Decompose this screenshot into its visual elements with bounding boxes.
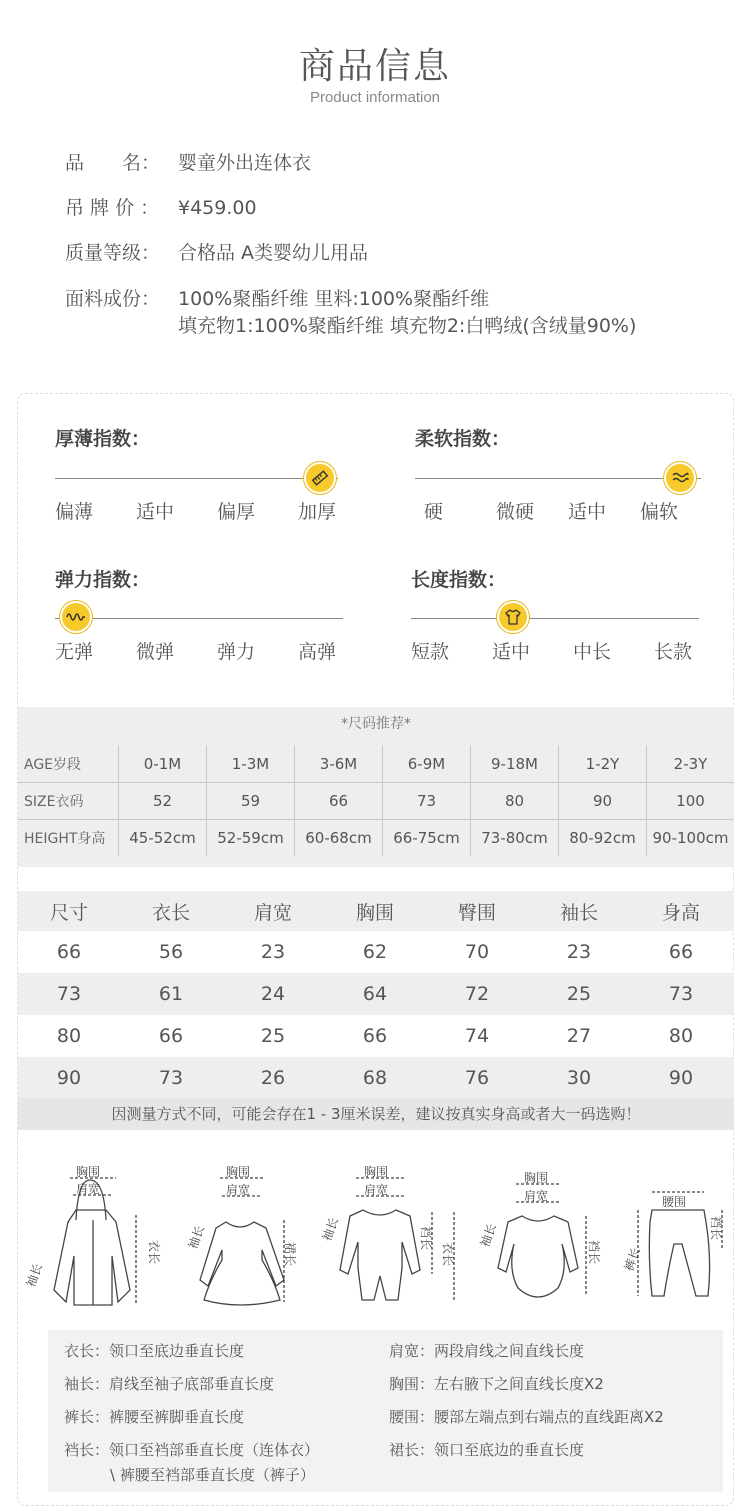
shoulder-label: 肩宽 — [226, 1183, 251, 1197]
table-cell: 90 — [56, 1067, 82, 1089]
measurement-legend — [48, 1330, 723, 1492]
index-label: 适中 — [136, 501, 175, 523]
index-label: 偏软 — [640, 501, 679, 523]
info-value: 合格品 A类婴幼儿用品 — [178, 242, 369, 264]
table-cell: 64 — [362, 983, 388, 1005]
crotch-label: 裆长 — [709, 1216, 723, 1241]
chest-label: 胸围 — [524, 1171, 549, 1185]
legend-item: 肩宽：两段肩线之间直线长度 — [389, 1342, 585, 1360]
info-row-name — [65, 150, 312, 176]
length-index-labels — [411, 637, 735, 664]
table-cell: 80 — [56, 1025, 82, 1047]
index-label: 短款 — [411, 641, 450, 663]
thickness-index-labels — [55, 497, 379, 524]
table-row — [18, 931, 734, 973]
size-cell: 90 — [558, 783, 646, 819]
shoulder-label: 肩宽 — [76, 1182, 101, 1196]
size-cell: 66-75cm — [382, 820, 470, 856]
dimension-header: 肩宽 — [253, 901, 292, 924]
chest-label: 胸围 — [76, 1165, 101, 1179]
sleeve-label: 袖长 — [477, 1221, 500, 1250]
table-cell: 30 — [566, 1067, 592, 1089]
size-cell: 52-59cm — [206, 820, 294, 856]
table-row — [18, 973, 734, 1015]
skirt-label: 裙长 — [283, 1242, 297, 1267]
table-cell: 73 — [56, 983, 82, 1005]
size-cell: 9-18M — [470, 745, 558, 782]
table-cell: 76 — [464, 1067, 490, 1089]
chest-label: 胸围 — [364, 1165, 389, 1179]
legend-item: \ 裤腰至裆部垂直长度（裤子） — [110, 1466, 315, 1484]
dimension-header: 身高 — [661, 901, 700, 924]
softness-index-track — [415, 478, 701, 479]
dimension-header: 臀围 — [457, 901, 496, 924]
table-cell: 27 — [566, 1025, 592, 1047]
spring-icon — [60, 601, 92, 633]
size-cell: 80 — [470, 783, 558, 819]
page-title: 商品信息 — [298, 46, 451, 87]
info-row-grade — [65, 240, 369, 266]
shoulder-label: 肩宽 — [364, 1183, 389, 1197]
size-cell: 90-100cm — [646, 820, 734, 856]
table-cell: 73 — [158, 1067, 184, 1089]
size-cell: 60-68cm — [294, 820, 382, 856]
info-row-price — [65, 195, 257, 221]
info-label: 质量等级： — [65, 242, 161, 264]
size-row-height — [18, 819, 734, 856]
index-label: 适中 — [568, 501, 607, 523]
size-row-size — [18, 782, 734, 819]
shoulder-label: 肩宽 — [524, 1189, 549, 1203]
index-label: 偏薄 — [55, 501, 94, 523]
info-value: 填充物1:100%聚酯纤维 填充物2:白鸭绒(含绒量90%) — [178, 315, 637, 337]
size-cell: 3-6M — [294, 745, 382, 782]
table-row — [18, 1015, 734, 1057]
table-cell: 80 — [668, 1025, 694, 1047]
chest-label: 胸围 — [226, 1165, 251, 1179]
shirt-icon — [497, 601, 529, 633]
index-label: 加厚 — [298, 501, 337, 523]
legend-item: 腰围：腰部左端点到右端点的直线距离X2 — [389, 1408, 664, 1426]
size-row-age — [18, 745, 734, 782]
table-cell: 62 — [362, 941, 388, 963]
legend-item: 衣长：领口至底边垂直长度 — [64, 1342, 245, 1360]
elasticity-index-labels — [55, 637, 379, 664]
size-row-header: SIZE衣码 — [24, 794, 84, 810]
crotch-label: 裆长 — [419, 1226, 433, 1251]
table-cell: 23 — [566, 941, 592, 963]
table-cell: 66 — [668, 941, 694, 963]
length-label: 衣长 — [441, 1242, 455, 1267]
ruler-icon — [304, 462, 336, 494]
table-cell: 73 — [668, 983, 694, 1005]
trouser-label: 裤长 — [621, 1245, 644, 1274]
sleeve-label: 袖长 — [23, 1261, 46, 1290]
size-caption: *尺码推荐* — [341, 716, 411, 732]
size-cell: 52 — [118, 783, 206, 819]
table-cell: 66 — [158, 1025, 184, 1047]
size-cell: 73 — [382, 783, 470, 819]
dimension-header: 衣长 — [151, 901, 190, 924]
crotch-label: 裆长 — [587, 1240, 601, 1265]
size-cell: 2-3Y — [646, 745, 734, 782]
size-cell: 59 — [206, 783, 294, 819]
index-label: 无弹 — [55, 641, 94, 663]
info-label: 吊 牌 价 ： — [65, 197, 160, 219]
index-label: 适中 — [492, 641, 531, 663]
legend-item: 裆长：领口至裆部垂直长度（连体衣） — [64, 1441, 320, 1459]
table-row — [18, 1057, 734, 1099]
length-index-track — [411, 618, 699, 619]
size-row-header: AGE岁段 — [24, 756, 82, 773]
garment-diagrams — [18, 1160, 734, 1310]
info-row-fabric — [65, 286, 490, 312]
size-cell: 1-3M — [206, 745, 294, 782]
dimension-header-row — [18, 891, 734, 931]
table-cell: 23 — [260, 941, 286, 963]
info-value: ¥459.00 — [178, 197, 257, 219]
table-cell: 25 — [260, 1025, 286, 1047]
table-cell: 56 — [158, 941, 184, 963]
length-label: 衣长 — [147, 1240, 161, 1265]
legend-item: 裤长：裤腰至裤脚垂直长度 — [64, 1408, 245, 1426]
length-index-title: 长度指数： — [411, 569, 507, 591]
thickness-index-title: 厚薄指数： — [55, 428, 151, 450]
size-cell: 1-2Y — [558, 745, 646, 782]
table-cell: 66 — [56, 941, 82, 963]
legend-item: 胸围：左右腋下之间直线长度X2 — [389, 1375, 604, 1393]
softness-index-title: 柔软指数： — [415, 428, 511, 450]
page-subtitle: Product information — [309, 89, 441, 106]
table-cell: 61 — [158, 983, 184, 1005]
index-label: 弹力 — [217, 641, 256, 663]
info-value: 100%聚酯纤维 里料:100%聚酯纤维 — [178, 288, 490, 310]
table-cell: 26 — [260, 1067, 286, 1089]
sleeve-label: 袖长 — [319, 1215, 342, 1244]
table-cell: 72 — [464, 983, 490, 1005]
measurement-note: 因测量方式不同，可能会存在1 - 3厘米误差，建议按真实身高或者大一码选购！ — [18, 1098, 734, 1130]
size-cell: 0-1M — [118, 745, 206, 782]
size-cell: 73-80cm — [470, 820, 558, 856]
info-label: 面料成份： — [65, 288, 161, 310]
info-label: 品 名： — [65, 152, 161, 174]
index-label: 硬 — [424, 501, 444, 523]
jacket-diagram — [54, 1178, 136, 1305]
table-cell: 74 — [464, 1025, 490, 1047]
elasticity-index-title: 弹力指数： — [55, 569, 151, 591]
table-cell: 24 — [260, 983, 286, 1005]
thickness-index-track — [55, 478, 338, 479]
table-cell: 90 — [668, 1067, 694, 1089]
dimension-table — [18, 891, 734, 1099]
romper-diagram — [340, 1178, 454, 1302]
index-label: 偏厚 — [217, 501, 256, 523]
index-label: 长款 — [654, 641, 693, 663]
size-recommendation — [18, 707, 734, 867]
dimension-header: 尺寸 — [49, 901, 88, 924]
size-table — [18, 745, 734, 856]
size-cell: 45-52cm — [118, 820, 206, 856]
dimension-header: 袖长 — [559, 901, 598, 924]
table-cell: 68 — [362, 1067, 388, 1089]
dimension-header: 胸围 — [355, 901, 394, 924]
legend-item: 袖长：肩线至袖子底部垂直长度 — [64, 1375, 275, 1393]
info-row-fabric-2 — [65, 313, 637, 339]
size-cell: 66 — [294, 783, 382, 819]
index-label: 微弹 — [136, 641, 175, 663]
size-cell: 6-9M — [382, 745, 470, 782]
softness-index-labels — [424, 497, 721, 524]
index-label: 中长 — [573, 641, 612, 663]
table-cell: 66 — [362, 1025, 388, 1047]
elasticity-index-track — [55, 618, 343, 619]
sleeve-label: 袖长 — [185, 1223, 208, 1252]
legend-item: 裙长：领口至底边的垂直长度 — [389, 1441, 585, 1459]
table-cell: 70 — [464, 941, 490, 963]
size-row-header: HEIGHT身高 — [24, 831, 106, 847]
dress-diagram — [200, 1178, 284, 1305]
index-label: 高弹 — [298, 641, 337, 663]
size-cell: 80-92cm — [558, 820, 646, 856]
waves-icon — [664, 462, 696, 494]
info-value: 婴童外出连体衣 — [178, 152, 312, 174]
table-cell: 25 — [566, 983, 592, 1005]
index-label: 微硬 — [496, 501, 535, 523]
size-cell: 100 — [646, 783, 734, 819]
waist-label: 腰围 — [662, 1195, 687, 1209]
